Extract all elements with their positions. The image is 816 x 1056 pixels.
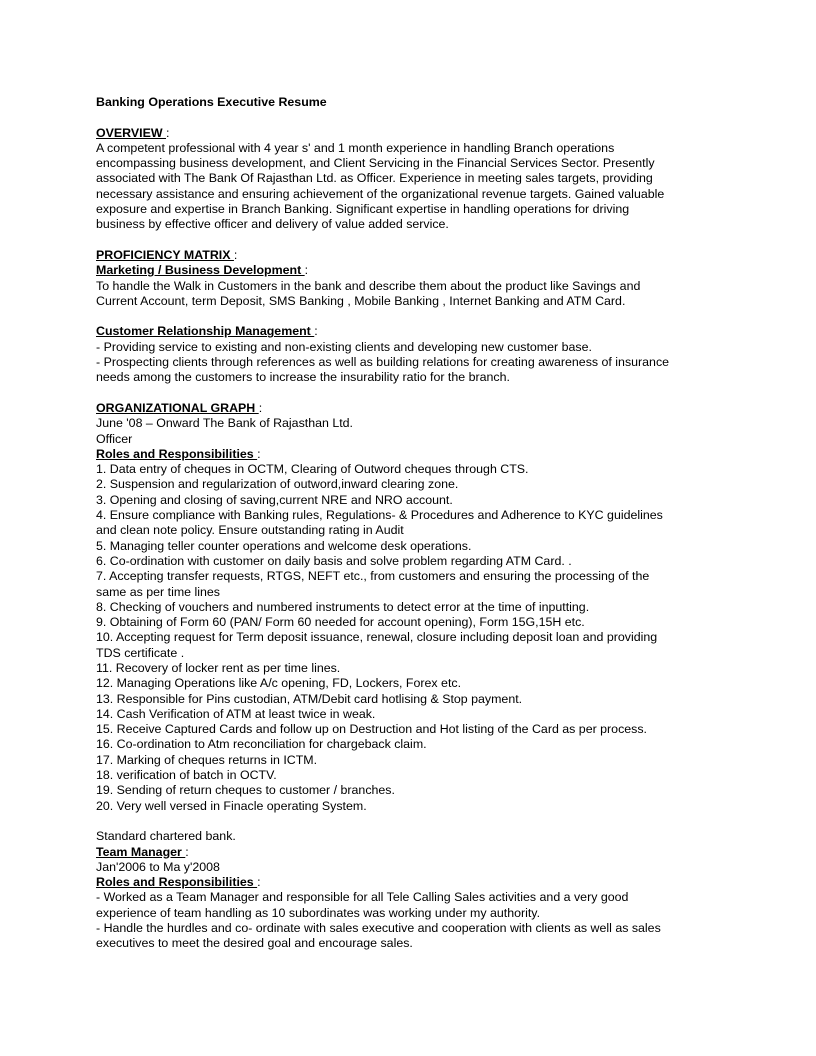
job2-roles-heading-line: Roles and Responsibilities : <box>96 875 261 890</box>
job1-role-line: 5. Managing teller counter operations and welcome desk operations. <box>96 538 472 553</box>
job2-role-line: - Handle the hurdles and co- ordinate with sales executive and cooperation with clients as well as sales <box>96 921 661 936</box>
crm-text-line: needs among the customers to increase the insurability ratio for the branch. <box>96 370 510 385</box>
job1-period: June '08 – Onward The Bank of Rajasthan Ltd. <box>96 416 353 431</box>
resume-document <box>96 95 736 952</box>
job1-role-line: 16. Co-ordination to Atm reconciliation for chargeback claim. <box>96 737 427 752</box>
job1-role-line: 2. Suspension and regularization of outword,inward clearing zone. <box>96 477 459 492</box>
overview-text-line: business by effective officer and delivery of value added service. <box>96 217 449 232</box>
proficiency-heading: PROFICIENCY MATRIX <box>96 247 234 262</box>
job1-role-line: 4. Ensure compliance with Banking rules, Regulations- & Procedures and Adherence to KYC guidelines <box>96 508 663 523</box>
overview-text-line: associated with The Bank Of Rajasthan Ltd. as Officer. Experience in meeting sales targets, providing <box>96 171 653 186</box>
job1-role-line: 15. Receive Captured Cards and follow up on Destruction and Hot listing of the Card as per process. <box>96 722 647 737</box>
job2-role-line: - Worked as a Team Manager and responsible for all Tele Calling Sales activities and a very good <box>96 890 629 905</box>
job1-role-line: 14. Cash Verification of ATM at least twice in weak. <box>96 706 376 721</box>
job1-role-line: 6. Co-ordination with customer on daily basis and solve problem regarding ATM Card. . <box>96 553 572 568</box>
crm-heading-line: Customer Relationship Management : <box>96 324 318 339</box>
marketing-text-line: Current Account, term Deposit, SMS Banking , Mobile Banking , Internet Banking and ATM Card. <box>96 293 626 308</box>
job2-position-heading: Team Manager <box>96 844 186 859</box>
job2-role-line: executives to meet the desired goal and encourage sales. <box>96 936 413 951</box>
job1-role-line: same as per time lines <box>96 584 220 599</box>
job1-role-line: 7. Accepting transfer requests, RTGS, NEFT etc., from customers and ensuring the processing of the <box>96 569 650 584</box>
job1-role-line: and clean note policy. Ensure outstanding rating in Audit <box>96 523 404 538</box>
job1-role-line: TDS certificate . <box>96 645 185 660</box>
job1-role-line: 9. Obtaining of Form 60 (PAN/ Form 60 needed for account opening), Form 15G,15H etc. <box>96 615 585 630</box>
document-title: Banking Operations Executive Resume <box>96 95 327 109</box>
job2-position-line: Team Manager : <box>96 844 189 859</box>
org-graph-heading-line: ORGANIZATIONAL GRAPH : <box>96 400 263 415</box>
crm-heading: Customer Relationship Management <box>96 324 315 339</box>
job1-role-line: 11. Recovery of locker rent as per time lines. <box>96 660 341 675</box>
overview-heading: OVERVIEW <box>96 125 166 140</box>
job1-role-line: 3. Opening and closing of saving,current NRE and NRO account. <box>96 492 453 507</box>
proficiency-heading-line: PROFICIENCY MATRIX : <box>96 247 238 262</box>
job2-period: Jan'2006 to Ma y'2008 <box>96 859 220 874</box>
job1-position: Officer <box>96 431 133 446</box>
job1-role-line: 8. Checking of vouchers and numbered instruments to detect error at the time of inputting. <box>96 599 590 614</box>
marketing-heading-line: Marketing / Business Development : <box>96 263 309 278</box>
job1-roles-heading: Roles and Responsibilities <box>96 446 258 461</box>
marketing-text-line: To handle the Walk in Customers in the bank and describe them about the product like Savings and <box>96 278 641 293</box>
job1-role-line: 20. Very well versed in Finacle operating System. <box>96 798 367 813</box>
job1-role-line: 12. Managing Operations like A/c opening, FD, Lockers, Forex etc. <box>96 676 462 691</box>
job1-roles-heading-line: Roles and Responsibilities : <box>96 446 261 461</box>
org-graph-heading: ORGANIZATIONAL GRAPH <box>96 400 259 415</box>
overview-text-line: A competent professional with 4 year s' and 1 month experience in handling Branch operations <box>96 140 615 155</box>
job1-role-line: 19. Sending of return cheques to customer / branches. <box>96 783 395 798</box>
crm-text-line: - Prospecting clients through references as well as building relations for creating awareness of insurance <box>96 355 670 370</box>
job2-company: Standard chartered bank. <box>96 829 236 844</box>
overview-text-line: necessary assistance and ensuring achievement of the organizational revenue targets. Gained valuable <box>96 186 665 201</box>
overview-heading-line: OVERVIEW : <box>96 125 170 140</box>
job1-role-line: 10. Accepting request for Term deposit issuance, renewal, closure including deposit loan and providing <box>96 630 658 645</box>
job2-role-line: experience of team handling as 10 subordinates was working under my authority. <box>96 905 541 920</box>
overview-text-line: exposure and expertise in Branch Banking. Significant expertise in handling operations for driving <box>96 202 630 217</box>
job1-role-line: 13. Responsible for Pins custodian, ATM/Debit card hotlising & Stop payment. <box>96 691 523 706</box>
marketing-heading: Marketing / Business Development <box>96 263 305 278</box>
crm-text-line: - Providing service to existing and non-existing clients and developing new customer base. <box>96 339 592 354</box>
job1-role-line: 1. Data entry of cheques in OCTM, Clearing of Outword cheques through CTS. <box>96 462 529 477</box>
job2-roles-heading: Roles and Responsibilities <box>96 875 258 890</box>
job1-role-line: 17. Marking of cheques returns in ICTM. <box>96 752 318 767</box>
overview-text-line: encompassing business development, and Client Servicing in the Financial Services Sector. Presently <box>96 156 655 171</box>
job1-role-line: 18. verification of batch in OCTV. <box>96 768 277 783</box>
